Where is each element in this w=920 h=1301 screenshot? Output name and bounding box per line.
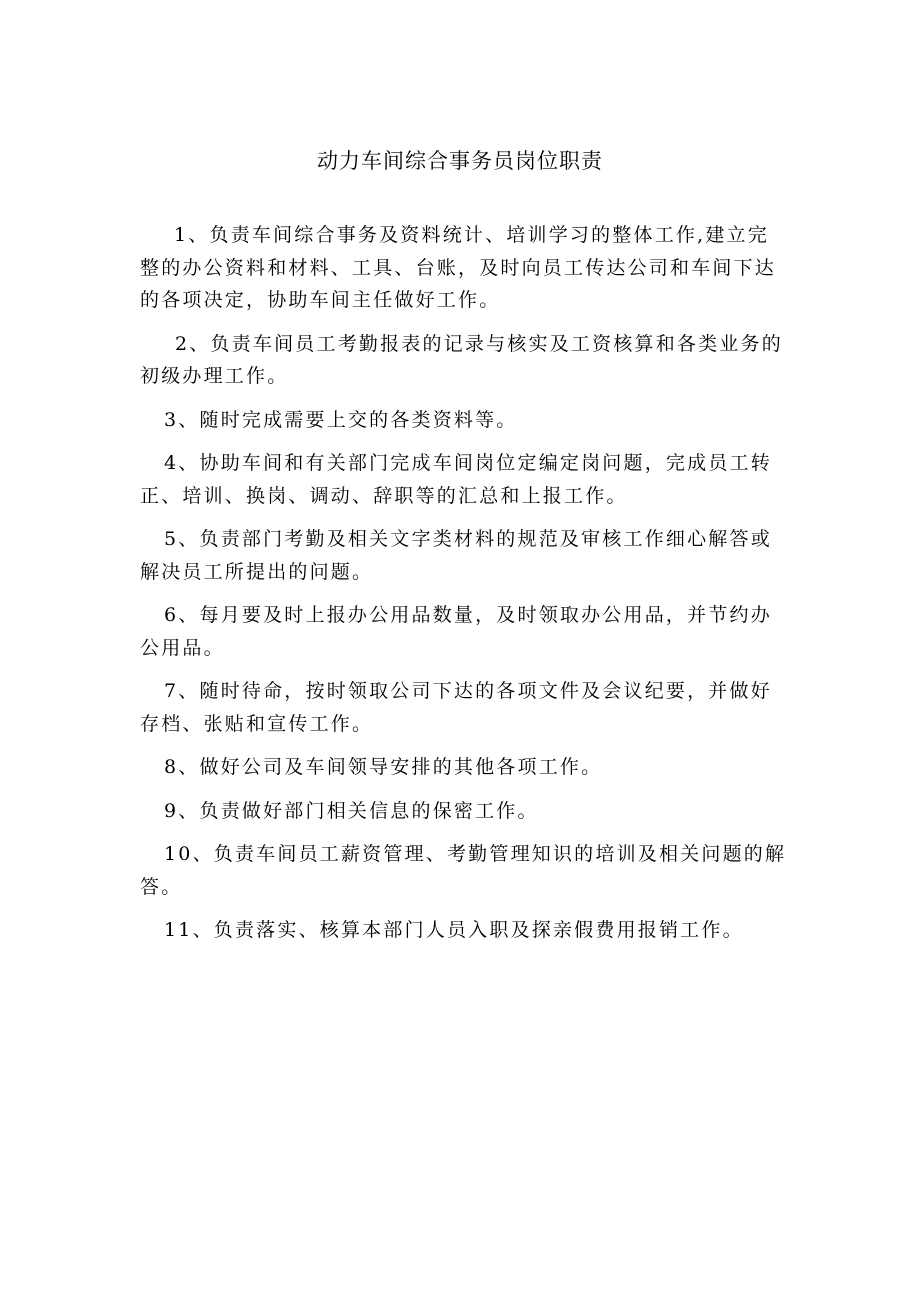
duty-item-6: 6、每月要及时上报办公用品数量，及时领取办公用品，并节约办公用品。 (140, 604, 772, 659)
duty-item-10: 10、负责车间员工薪资管理、考勤管理知识的培训及相关问题的解答。 (140, 843, 787, 898)
duty-item-2: 2、负责车间员工考勤报表的记录与核实及工资核算和各类业务的初级办理工作。 (140, 332, 783, 387)
duty-item-11: 11、负责落实、核算本部门人员入职及探亲假费用报销工作。 (164, 919, 744, 941)
duty-item-7: 7、随时待命，按时领取公司下达的各项文件及会议纪要，并做好存档、张贴和宣传工作。 (140, 680, 772, 735)
duty-item-1: 1、负责车间综合事务及资料统计、培训学习的整体工作,建立完整的办公资料和材料、工具、台账，及时向员工传达公司和车间下达的各项决定，协助车间主任做好工作。 (140, 224, 777, 311)
duty-item-4: 4、协助车间和有关部门完成车间岗位定编定岗问题，完成员工转正、培训、换岗、调动、辞职等的汇总和上报工作。 (140, 452, 772, 507)
duties-list (140, 219, 790, 958)
document-title: 动力车间综合事务员岗位职责 (317, 149, 603, 173)
duty-item-9: 9、负责做好部门相关信息的保密工作。 (164, 799, 539, 822)
duty-item-5: 5、负责部门考勤及相关文字类材料的规范及审核工作细心解答或解决员工所提出的问题。 (140, 528, 772, 583)
duty-item-8: 8、做好公司及车间领导安排的其他各项工作。 (164, 756, 603, 778)
duty-item-3: 3、随时完成需要上交的各类资料等。 (164, 408, 518, 431)
